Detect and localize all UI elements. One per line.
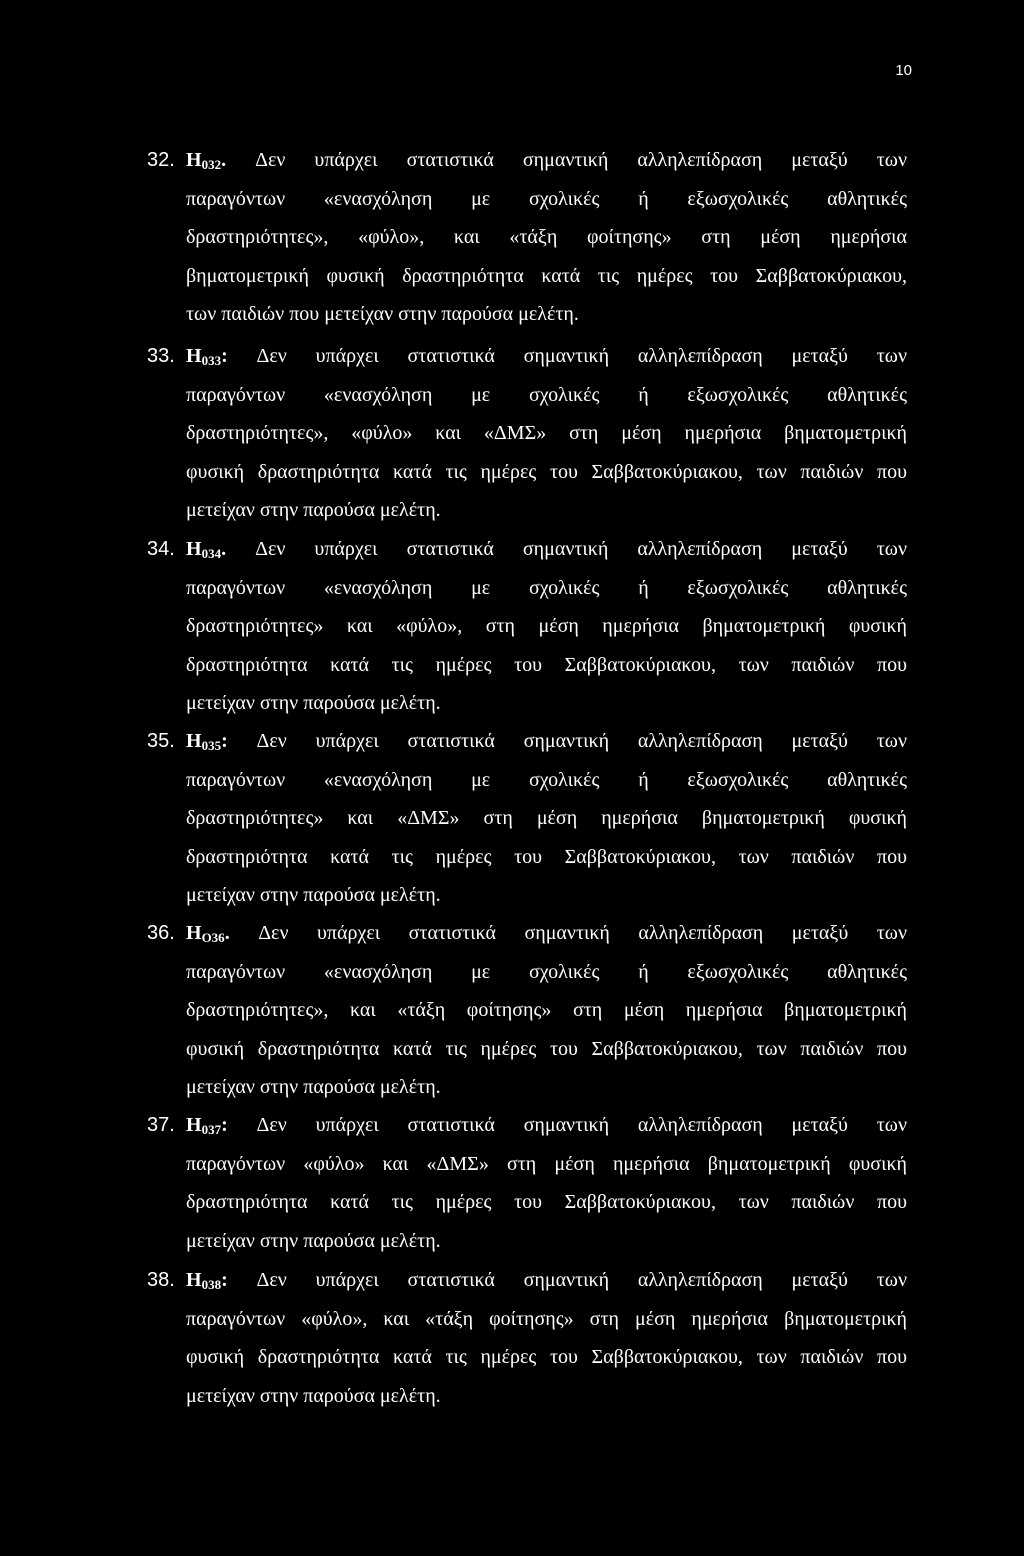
hypothesis-line: των παιδιών που μετείχαν στην παρούσα μελέτη. — [186, 303, 579, 326]
page-number: 10 — [895, 62, 912, 79]
hypothesis-line: $H_{O36}$. Δεν υπάρχει στατιστικά σημαντική αλληλεπίδραση μεταξύ των — [186, 922, 907, 945]
hypothesis-line: μετείχαν στην παρούσα μελέτη. — [186, 499, 441, 522]
hypothesis-line: παραγόντων «ενασχόληση με σχολικές ή εξωσχολικές αθλητικές — [186, 768, 907, 791]
hypothesis-line: βηματομετρική φυσική δραστηριότητα κατά τις ημέρες του Σαββατοκύριακου, — [186, 264, 907, 287]
hypothesis-code: $H_{032}$. — [186, 149, 227, 172]
hypothesis-code: $H_{037}$: — [186, 1114, 228, 1137]
hypothesis-line: δραστηριότητες» και «ΔΜΣ» στη μέση ημερήσια βηματομετρική φυσική — [186, 807, 907, 830]
hypothesis-line: δραστηριότητα κατά τις ημέρες του Σαββατοκύριακου, των παιδιών που — [186, 845, 907, 868]
hypothesis-line: φυσική δραστηριότητα κατά τις ημέρες του Σαββατοκύριακου, των παιδιών που — [186, 460, 907, 483]
hypothesis-code: $H_{038}$: — [186, 1269, 228, 1292]
hypothesis-line: παραγόντων «φύλο», και «τάξη φοίτησης» στη μέση ημερήσια βηματομετρική — [186, 1307, 907, 1330]
hypothesis-line: μετείχαν στην παρούσα μελέτη. — [186, 1384, 441, 1407]
hypothesis-number: 36. — [147, 922, 175, 944]
hypothesis-number: 37. — [147, 1114, 175, 1136]
hypothesis-number: 38. — [147, 1269, 175, 1291]
hypothesis-line: μετείχαν στην παρούσα μελέτη. — [186, 692, 441, 715]
hypothesis-line: μετείχαν στην παρούσα μελέτη. — [186, 1076, 441, 1099]
hypothesis-code: $H_{035}$: — [186, 730, 228, 753]
hypothesis-number: 32. — [147, 149, 175, 171]
hypothesis-code: $H_{033}$: — [186, 345, 228, 368]
hypothesis-line: παραγόντων «ενασχόληση με σχολικές ή εξωσχολικές αθλητικές — [186, 383, 907, 406]
hypothesis-line: μετείχαν στην παρούσα μελέτη. — [186, 884, 441, 907]
hypothesis-line: $H_{032}$. Δεν υπάρχει στατιστικά σημαντική αλληλεπίδραση μεταξύ των — [186, 149, 907, 172]
hypothesis-line: δραστηριότητες», και «τάξη φοίτησης» στη μέση ημερήσια βηματομετρική — [186, 999, 907, 1022]
hypothesis-number: 35. — [147, 730, 175, 752]
hypothesis-line: $H_{038}$: Δεν υπάρχει στατιστικά σημαντική αλληλεπίδραση μεταξύ των — [186, 1269, 907, 1292]
hypothesis-line: παραγόντων «ενασχόληση με σχολικές ή εξωσχολικές αθλητικές — [186, 187, 907, 210]
hypothesis-line: δραστηριότητα κατά τις ημέρες του Σαββατοκύριακου, των παιδιών που — [186, 653, 907, 676]
hypothesis-line: δραστηριότητες», «φύλο» και «ΔΜΣ» στη μέση ημερήσια βηματομετρική — [186, 422, 907, 445]
hypothesis-line: $H_{037}$: Δεν υπάρχει στατιστικά σημαντική αλληλεπίδραση μεταξύ των — [186, 1114, 907, 1137]
hypothesis-line: δραστηριότητες» και «φύλο», στη μέση ημερήσια βηματομετρική φυσική — [186, 615, 907, 638]
hypothesis-code: $H_{034}$. — [186, 538, 227, 561]
hypothesis-number: 33. — [147, 345, 175, 367]
hypothesis-line: φυσική δραστηριότητα κατά τις ημέρες του Σαββατοκύριακου, των παιδιών που — [186, 1346, 907, 1369]
hypothesis-line: $H_{033}$: Δεν υπάρχει στατιστικά σημαντική αλληλεπίδραση μεταξύ των — [186, 345, 907, 368]
hypothesis-number: 34. — [147, 538, 175, 560]
hypothesis-code: $H_{O36}$. — [186, 922, 230, 945]
hypothesis-line: δραστηριότητα κατά τις ημέρες του Σαββατοκύριακου, των παιδιών που — [186, 1191, 907, 1214]
hypothesis-line: παραγόντων «ενασχόληση με σχολικές ή εξωσχολικές αθλητικές — [186, 576, 907, 599]
hypothesis-line: δραστηριότητες», «φύλο», και «τάξη φοίτησης» στη μέση ημερήσια — [186, 226, 907, 249]
hypothesis-line: φυσική δραστηριότητα κατά τις ημέρες του Σαββατοκύριακου, των παιδιών που — [186, 1037, 907, 1060]
hypothesis-line: μετείχαν στην παρούσα μελέτη. — [186, 1229, 441, 1252]
hypothesis-line: $H_{034}$. Δεν υπάρχει στατιστικά σημαντική αλληλεπίδραση μεταξύ των — [186, 538, 907, 561]
hypothesis-line: $H_{035}$: Δεν υπάρχει στατιστικά σημαντική αλληλεπίδραση μεταξύ των — [186, 730, 907, 753]
hypothesis-line: παραγόντων «ενασχόληση με σχολικές ή εξωσχολικές αθλητικές — [186, 960, 907, 983]
hypothesis-line: παραγόντων «φύλο» και «ΔΜΣ» στη μέση ημερήσια βηματομετρική φυσική — [186, 1152, 907, 1175]
